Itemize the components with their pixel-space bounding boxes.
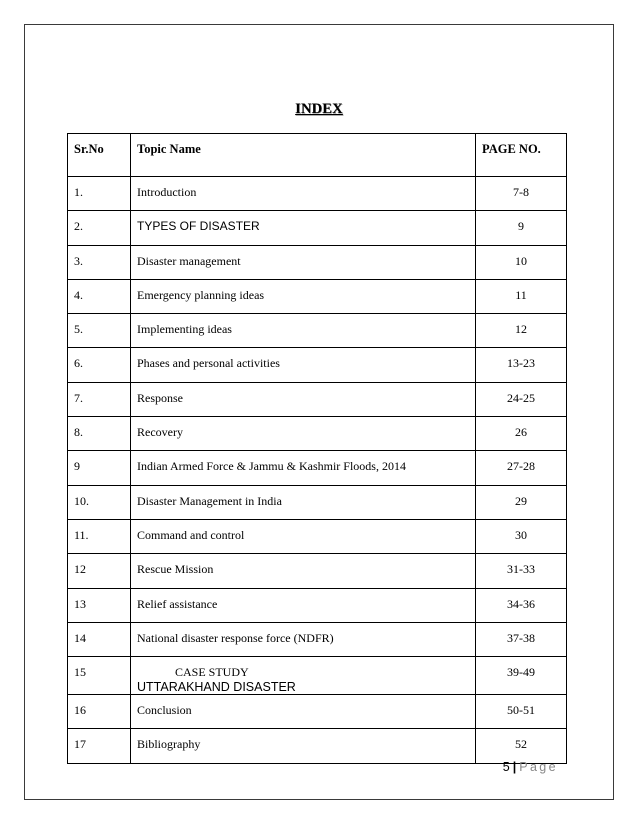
row-page: 39-49 (476, 657, 567, 695)
row-topic: National disaster response force (NDFR) (131, 622, 476, 656)
row-sr-no: 5. (68, 314, 131, 348)
row-topic: Implementing ideas (131, 314, 476, 348)
row-topic: Command and control (131, 519, 476, 553)
row-page: 26 (476, 417, 567, 451)
row-sr-no: 17 (68, 729, 131, 763)
row-page: 10 (476, 245, 567, 279)
footer-separator: | (512, 760, 517, 774)
row-page: 30 (476, 519, 567, 553)
row-page: 12 (476, 314, 567, 348)
row-page: 34-36 (476, 588, 567, 622)
row-page: 50-51 (476, 695, 567, 729)
row-topic: Phases and personal activities (131, 348, 476, 382)
page-title: INDEX (295, 101, 343, 117)
table-row (68, 657, 567, 695)
row-page: 11 (476, 279, 567, 313)
row-sr-no: 13 (68, 588, 131, 622)
row-sr-no: 6. (68, 348, 131, 382)
row-topic: Relief assistance (131, 588, 476, 622)
table-row (68, 485, 567, 519)
row-page: 52 (476, 729, 567, 763)
row-page: 24-25 (476, 382, 567, 416)
row-page: 9 (476, 211, 567, 245)
table-row (68, 519, 567, 553)
row-topic: Response (131, 382, 476, 416)
table-header-row (68, 134, 567, 177)
header-sr-no: Sr.No (68, 134, 131, 177)
row-topic: Recovery (131, 417, 476, 451)
row-topic: Conclusion (131, 695, 476, 729)
row-sr-no: 15 (68, 657, 131, 695)
row-topic: Disaster Management in India (131, 485, 476, 519)
table-row (68, 588, 567, 622)
header-page-no: PAGE NO. (476, 134, 567, 177)
table-row (68, 314, 567, 348)
table-row (68, 245, 567, 279)
row-page: 29 (476, 485, 567, 519)
row-sr-no: 3. (68, 245, 131, 279)
table-row (68, 729, 567, 763)
table-row (68, 211, 567, 245)
row-sr-no: 11. (68, 519, 131, 553)
case-study-heading: CASE STUDY (175, 665, 249, 680)
row-page: 31-33 (476, 554, 567, 588)
table-row (68, 695, 567, 729)
row-sr-no: 12 (68, 554, 131, 588)
table-row (68, 417, 567, 451)
row-sr-no: 9 (68, 451, 131, 485)
case-study-title: UTTARAKHAND DISASTER (137, 680, 296, 695)
index-table (67, 133, 567, 764)
table-row (68, 279, 567, 313)
footer-page-label: Page (519, 760, 558, 774)
table-row (68, 177, 567, 211)
row-page: 37-38 (476, 622, 567, 656)
row-page: 13-23 (476, 348, 567, 382)
row-sr-no: 2. (68, 211, 131, 245)
row-topic: Disaster management (131, 245, 476, 279)
row-topic: Bibliography (131, 729, 476, 763)
row-sr-no: 14 (68, 622, 131, 656)
table-row (68, 382, 567, 416)
footer-page-number: 5 (502, 760, 510, 774)
row-page: 7-8 (476, 177, 567, 211)
table-row (68, 622, 567, 656)
row-sr-no: 10. (68, 485, 131, 519)
row-page: 27-28 (476, 451, 567, 485)
page-footer (503, 760, 558, 774)
table-row (68, 554, 567, 588)
row-topic: Indian Armed Force & Jammu & Kashmir Floods, 2014 (131, 451, 476, 485)
row-topic: Introduction (131, 177, 476, 211)
table-row (68, 451, 567, 485)
row-topic: Emergency planning ideas (131, 279, 476, 313)
table-row (68, 348, 567, 382)
row-sr-no: 7. (68, 382, 131, 416)
row-topic: Rescue Mission (131, 554, 476, 588)
row-sr-no: 1. (68, 177, 131, 211)
row-topic: TYPES OF DISASTER (131, 211, 476, 245)
row-sr-no: 16 (68, 695, 131, 729)
row-topic (131, 657, 476, 695)
row-sr-no: 4. (68, 279, 131, 313)
row-sr-no: 8. (68, 417, 131, 451)
header-topic-name: Topic Name (131, 134, 476, 177)
